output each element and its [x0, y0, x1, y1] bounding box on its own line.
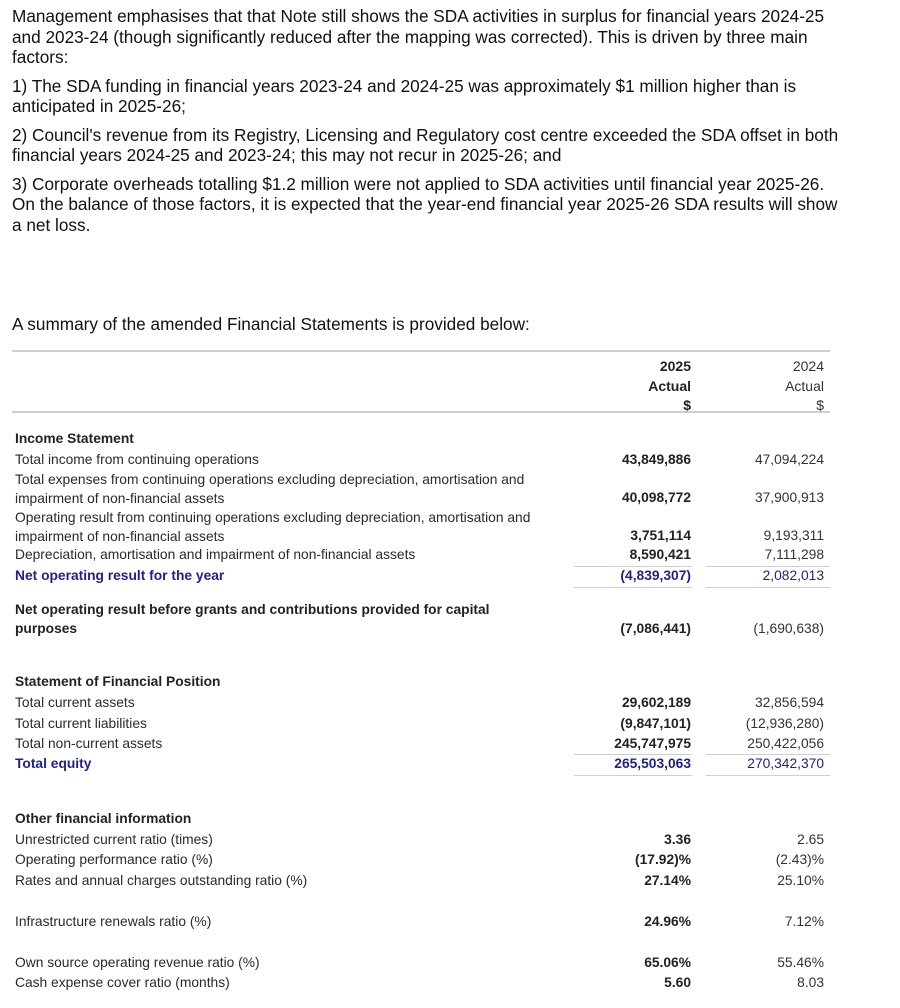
value-2025: 24.96% [644, 914, 691, 929]
value-2024: 25.10% [777, 873, 824, 888]
value-2025: 43,849,886 [621, 452, 691, 467]
value-2024: 7,111,298 [764, 547, 824, 562]
value-2024: 2,082,013 [762, 568, 824, 583]
row-label: Cash expense cover ratio (months) [15, 975, 230, 990]
summary-lead: A summary of the amended Financial Statements is provided below: [12, 314, 530, 334]
row-label: Total income from continuing operations [15, 452, 259, 467]
header-unit: $ [816, 397, 824, 413]
value-2025: (9,847,101) [620, 716, 691, 731]
value-2024: 32,856,594 [754, 695, 824, 710]
header-year: 2025 [659, 358, 691, 374]
value-2025: 8,590,421 [629, 547, 691, 562]
value-2024: 2.65 [797, 832, 824, 847]
row-label: Total non-current assets [15, 736, 163, 751]
intro-text [12, 6, 842, 243]
intro-paragraph-main: Management emphasises that that Note still shows the SDA activities in surplus for financial years 2024-25 and 2023-24 (though significantly reduced after the mapping was corrected). This is driven by three main factors: [12, 6, 825, 67]
table-header [12, 350, 830, 413]
intro-factor-1: 1) The SDA funding in financial years 2023-24 and 2024-25 was approximately $1 million higher than is anticipated in 2025-26; [12, 75, 797, 116]
value-2024: 250,422,056 [747, 736, 824, 751]
total-rule [706, 775, 830, 776]
value-2025: 65.06% [644, 955, 691, 970]
value-2025: 5.60 [664, 975, 691, 990]
value-2025: 3,751,114 [630, 528, 691, 543]
value-2025: 27.14% [644, 873, 691, 888]
value-2024: 270,342,370 [747, 756, 824, 771]
row-label: Operating performance ratio (%) [15, 852, 213, 867]
value-2025: (4,839,307) [620, 568, 691, 583]
row-label: Unrestricted current ratio (times) [15, 832, 213, 847]
header-unit: $ [683, 397, 691, 413]
value-2025: 245,747,975 [614, 736, 691, 751]
total-rule [574, 775, 692, 776]
value-2025: 265,503,063 [614, 756, 691, 771]
header-col-2025 [648, 357, 691, 416]
value-2024: 7.12% [784, 914, 824, 929]
header-type: Actual [648, 377, 691, 394]
row-label: Total expenses from continuing operations excluding depreciation, amortisation and impairment of non-financial assets [15, 472, 525, 506]
row-label: Own source operating revenue ratio (%) [15, 955, 260, 970]
header-col-2024 [785, 357, 824, 416]
total-rule [706, 587, 830, 588]
value-2024: 8.03 [797, 975, 824, 990]
value-2024: 55.46% [777, 955, 824, 970]
value-2025: (7,086,441) [620, 621, 691, 636]
value-2024: 47,094,224 [754, 452, 824, 467]
value-2024: (2.43)% [775, 852, 824, 867]
row-label: Operating result from continuing operations excluding depreciation, amortisation and impairment of non-financial assets [15, 510, 531, 544]
value-2024: (12,936,280) [745, 716, 824, 731]
value-2024: 37,900,913 [754, 490, 824, 505]
header-year: 2024 [792, 358, 824, 374]
row-label: Total current liabilities [15, 716, 147, 731]
intro-factor-2: 2) Council's revenue from its Registry, Licensing and Regulatory cost centre exceeded the SDA offset in both financial years 2024-25 and 2023-24; this may not recur in 2025-26; and [12, 124, 839, 165]
row-label: Net operating result for the year [15, 568, 225, 583]
value-2025: 29,602,189 [621, 695, 691, 710]
row-label: Infrastructure renewals ratio (%) [15, 914, 212, 929]
row-label: Depreciation, amortisation and impairment of non-financial assets [15, 547, 416, 562]
row-label: Net operating result before grants and contributions provided for capital purposes [15, 602, 490, 636]
value-2025: (17.92)% [635, 852, 691, 867]
value-2025: 3.36 [664, 832, 691, 847]
total-rule [574, 587, 692, 588]
intro-factor-3: 3) Corporate overheads totalling $1.2 million were not applied to SDA activities until financial year 2025-26. On the balance of those factors, it is expected that the year-end financial year 2025-26 SDA results will show a net loss. [12, 173, 838, 235]
value-2024: 9,193,311 [763, 528, 824, 543]
row-label: Rates and annual charges outstanding ratio (%) [15, 873, 308, 888]
header-type: Actual [785, 377, 824, 394]
row-label: Total current assets [15, 695, 135, 710]
value-2024: (1,690,638) [753, 621, 824, 636]
value-2025: 40,098,772 [621, 490, 691, 505]
row-label: Total equity [15, 756, 92, 771]
